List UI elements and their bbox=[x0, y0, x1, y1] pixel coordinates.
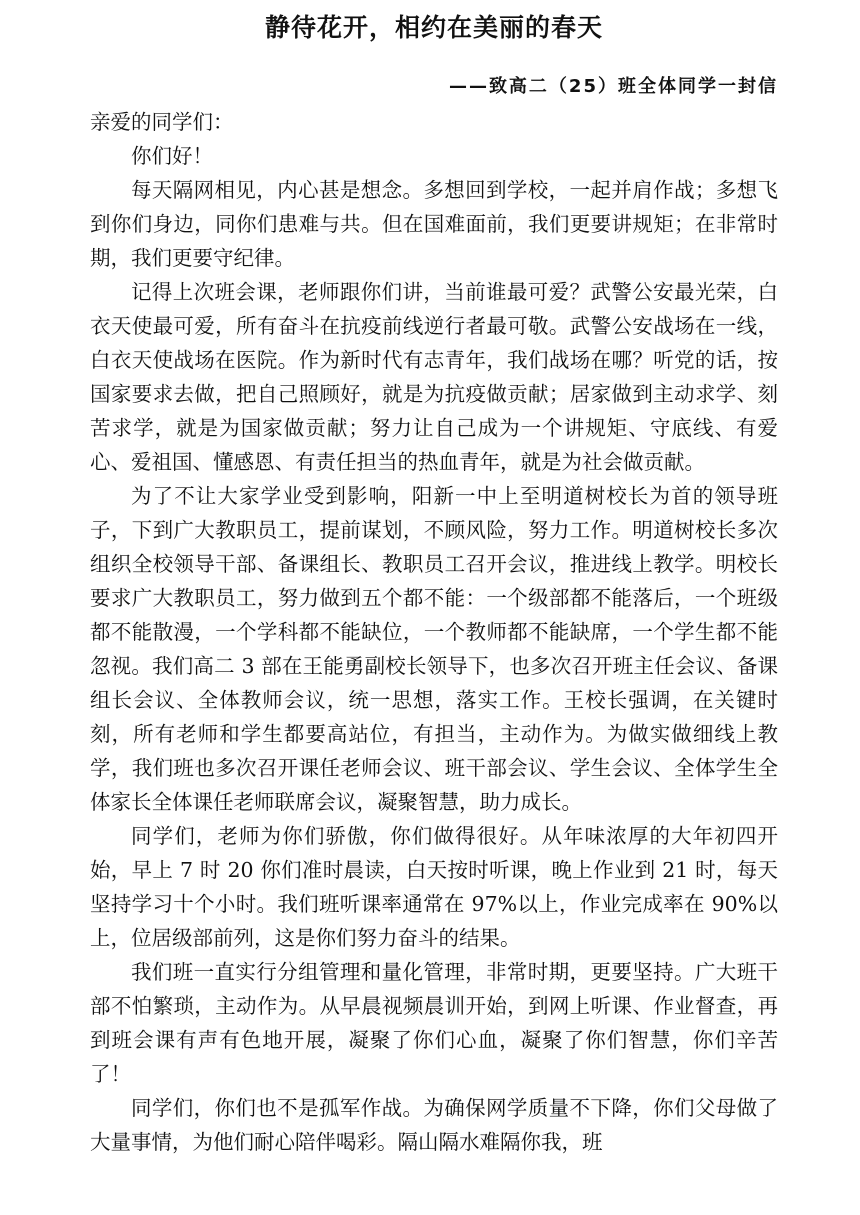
paragraph-missing-you: 每天隔网相见，内心甚是想念。多想回到学校，一起并肩作战；多想飞到你们身边，同你们患难与共。但在国难面前，我们更要讲规矩；在非常时期，我们更要守纪律。 bbox=[90, 178, 778, 270]
paragraph-parents-support: 同学们，你们也不是孤军作战。为确保网学质量不下降，你们父母做了大量事情，为他们耐心陪伴喝彩。隔山隔水难隔你我，班 bbox=[90, 1096, 778, 1154]
letter-body bbox=[90, 105, 778, 1159]
paragraph-class-meeting: 记得上次班会课，老师跟你们讲，当前谁最可爱？武警公安最光荣，白衣天使最可爱，所有奋斗在抗疫前线逆行者最可敬。武警公安战场在一线，白衣天使战场在医院。作为新时代有志青年，我们战场在哪？听党的话，按国家要求去做，把自己照顾好，就是为抗疫做贡献；居家做到主动求学、刻苦求学，就是为国家做贡献；努力让自己成为一个讲规矩、守底线、有爱心、爱祖国、懂感恩、有责任担当的热血青年，就是为社会做贡献。 bbox=[90, 280, 778, 474]
salutation: 亲爱的同学们： bbox=[90, 110, 234, 134]
paragraph-greeting: 你们好！ bbox=[131, 144, 213, 168]
paragraph-proud-of-you: 同学们，老师为你们骄傲，你们做得很好。从年味浓厚的大年初四开始，早上 7 时 20 你们准时晨读，白天按时听课，晚上作业到 21 时，每天坚持学习十个小时。我们班听课率通常在 97%以上，作业完成率在 90%以上，位居级部前列，这是你们努力奋斗的结果。 bbox=[90, 824, 778, 950]
paragraph-class-management: 我们班一直实行分组管理和量化管理，非常时期，更要坚持。广大班干部不怕繁琐，主动作为。从早晨视频晨训开始，到网上听课、作业督查，再到班会课有声有色地开展，凝聚了你们心血，凝聚了你们智慧，你们辛苦了！ bbox=[90, 960, 778, 1086]
letter-subtitle: ——致高二（25）班全体同学一封信 bbox=[448, 76, 778, 97]
letter-title: 静待花开，相约在美丽的春天 bbox=[264, 13, 603, 42]
paragraph-school-leadership: 为了不让大家学业受到影响，阳新一中上至明道树校长为首的领导班子，下到广大教职员工，提前谋划，不顾风险，努力工作。明道树校长多次组织全校领导干部、备课组长、教职员工召开会议，推进线上教学。明校长要求广大教职员工，努力做到五个都不能：一个级部都不能落后，一个班级都不能散漫，一个学科都不能缺位，一个教师都不能缺席，一个学生都不能忽视。我们高二 3 部在王能勇副校长领导下，也多次召开班主任会议、备课组长会议、全体教师会议，统一思想，落实工作。王校长强调，在关键时刻，所有老师和学生都要高站位，有担当，主动作为。为做实做细线上教学，我们班也多次召开课任老师会议、班干部会议、学生会议、全体学生全体家长全体课任老师联席会议，凝聚智慧，助力成长。 bbox=[90, 484, 778, 814]
